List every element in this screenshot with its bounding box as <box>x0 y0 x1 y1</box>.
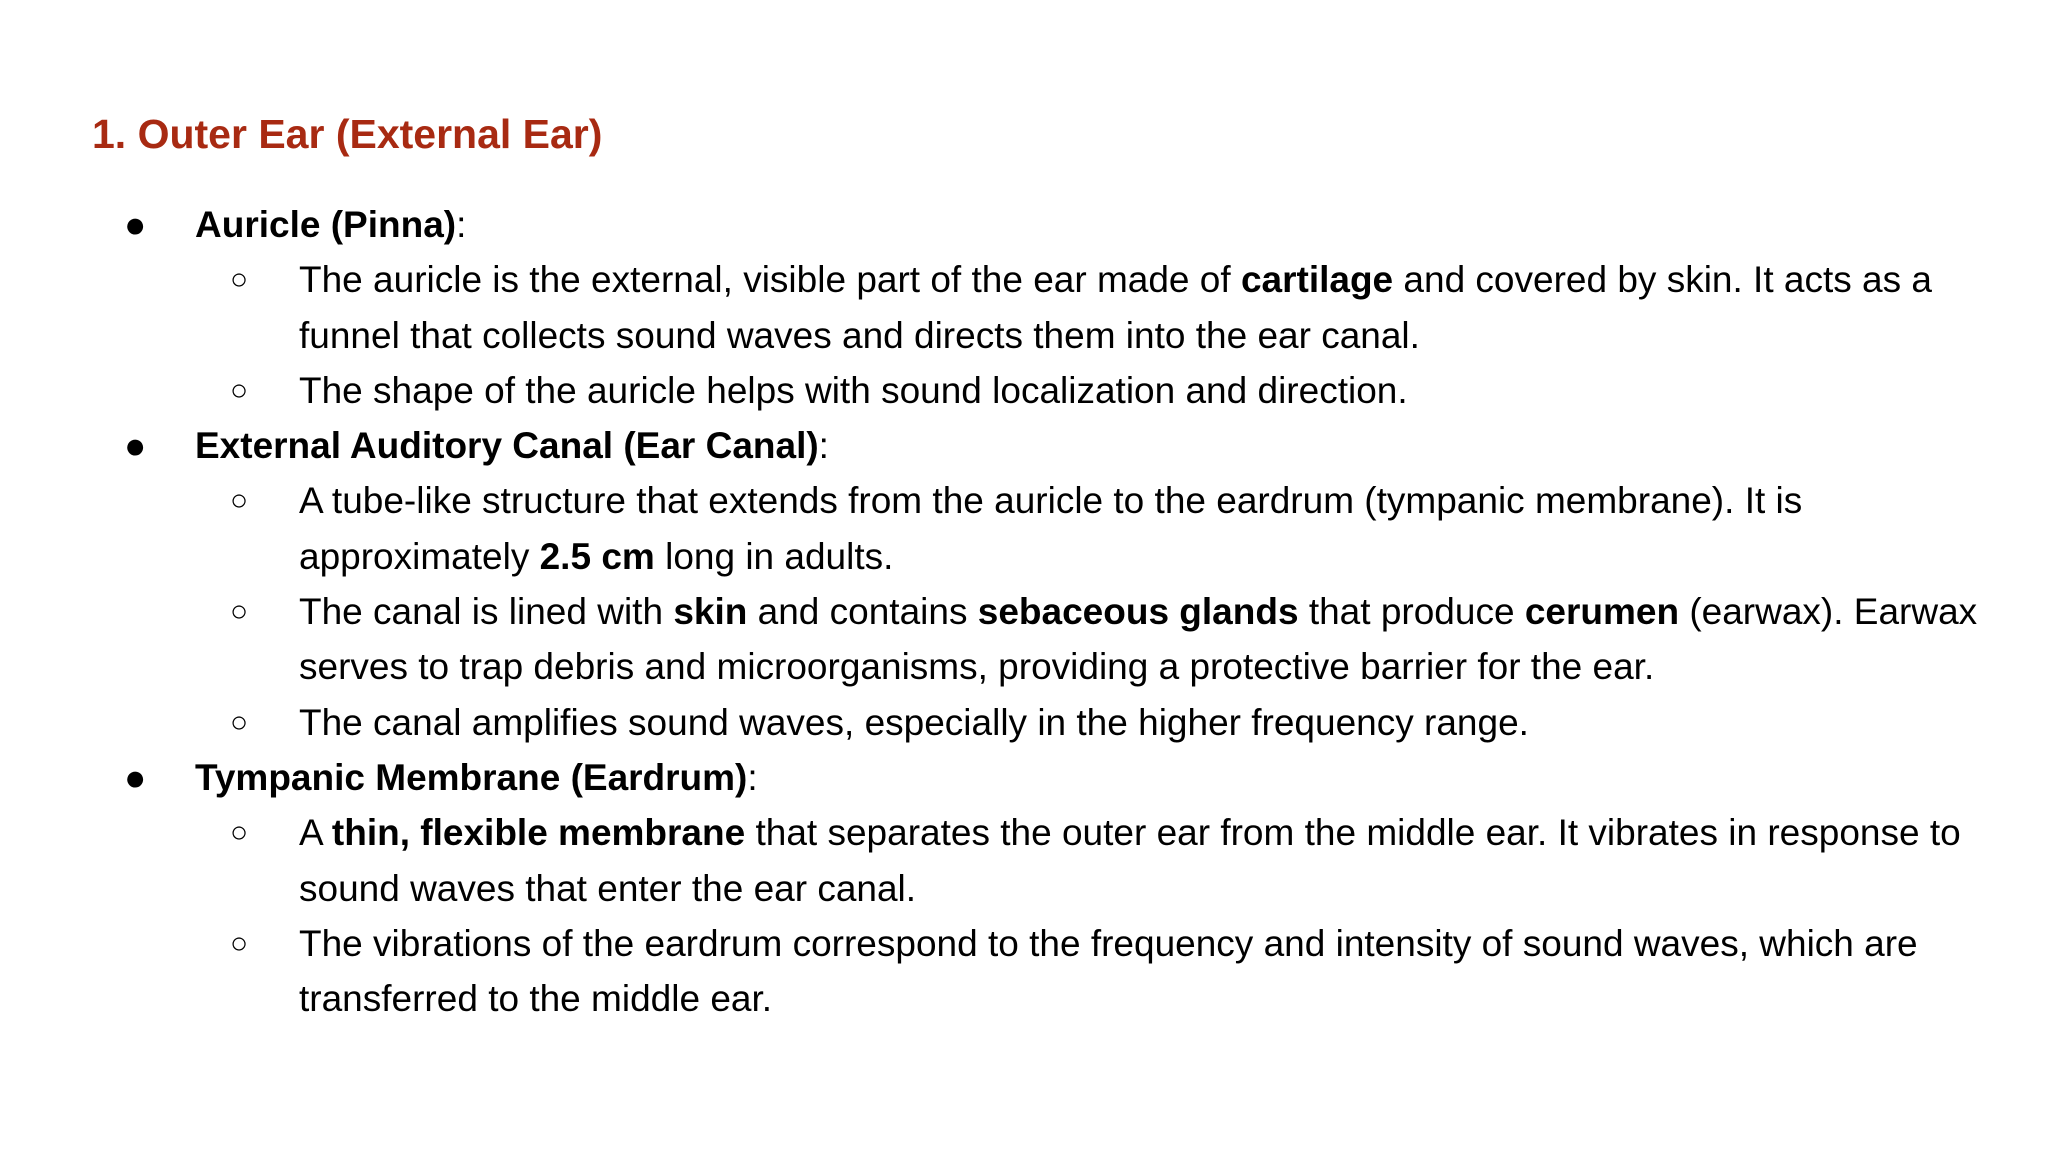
list-item-title <box>195 418 2048 473</box>
list-item-auricle <box>0 197 2048 418</box>
bold-term: skin <box>673 591 748 633</box>
text-run: and covered by skin. It acts as a funnel that collects sound waves and directs them into the ear canal. <box>299 259 1932 356</box>
list-item-title <box>195 197 2048 252</box>
hollow-bullet-icon: ○ <box>229 373 249 407</box>
text-run: (earwax). Earwax serves to trap debris and microorganisms, providing a protective barrier for the ear. <box>299 591 1978 688</box>
text-run: A tube-like structure that extends from the auricle to the eardrum (tympanic membrane). It is approximately <box>299 480 1803 577</box>
hollow-bullet-icon: ○ <box>229 484 249 518</box>
sub-item-text <box>299 480 1802 576</box>
outline-list <box>0 197 2048 1026</box>
text-run: The auricle is the external, visible part of the ear made of <box>299 259 1241 301</box>
filled-bullet-icon: ● <box>124 756 147 798</box>
bold-term: 2.5 cm <box>539 535 655 577</box>
bold-term: cartilage <box>1240 259 1394 301</box>
sub-item-text <box>299 812 1961 908</box>
hollow-bullet-icon: ○ <box>229 263 249 297</box>
bold-term: thin, flexible membrane <box>331 812 746 854</box>
title-suffix: : <box>747 756 758 798</box>
list-item-tympanic-membrane <box>0 750 2048 1026</box>
bold-term: cerumen <box>1524 591 1680 633</box>
list-item-ear-canal <box>0 418 2048 750</box>
hollow-bullet-icon: ○ <box>229 595 249 629</box>
title-suffix: : <box>818 425 829 467</box>
filled-bullet-icon: ● <box>124 204 147 245</box>
sub-item-text <box>299 702 1529 743</box>
text-run: The canal is lined with <box>299 591 674 633</box>
term-title: Auricle (Pinna) <box>195 204 457 245</box>
section-heading: 1. Outer Ear (External Ear) <box>92 111 603 157</box>
sub-list <box>195 252 2048 418</box>
text-run: A <box>299 812 332 854</box>
sub-list-item <box>0 363 2048 418</box>
title-suffix: : <box>456 204 467 245</box>
sub-list-item <box>0 473 2048 584</box>
sub-list-item <box>0 805 2048 916</box>
text-run: The shape of the auricle helps with sound localization and direction. <box>299 369 1408 411</box>
sub-list-item <box>0 252 2048 363</box>
text-run: and contains <box>747 591 978 633</box>
sub-item-text <box>299 591 1977 687</box>
sub-list <box>195 805 2048 1026</box>
sub-list-item <box>0 695 2048 750</box>
term-title: External Auditory Canal (Ear Canal) <box>195 425 819 467</box>
filled-bullet-icon: ● <box>124 425 147 467</box>
hollow-bullet-icon: ○ <box>229 705 249 739</box>
text-run: that produce <box>1298 591 1525 633</box>
hollow-bullet-icon: ○ <box>229 816 249 850</box>
term-title: Tympanic Membrane (Eardrum) <box>195 756 748 798</box>
text-run: The vibrations of the eardrum correspond to the frequency and intensity of sound waves, which are transferred to the middle ear. <box>299 922 1918 1020</box>
list-item-title <box>195 750 2048 805</box>
bold-term: sebaceous glands <box>977 591 1299 633</box>
sub-item-text <box>299 259 1932 355</box>
sub-list <box>195 473 2048 749</box>
sub-list-item <box>0 916 2048 1027</box>
hollow-bullet-icon: ○ <box>229 926 249 960</box>
text-run: long in adults. <box>654 535 894 577</box>
sub-item-text <box>299 923 1918 1019</box>
sub-list-item <box>0 584 2048 695</box>
text-run: that separates the outer ear from the middle ear. It vibrates in response to sound waves that enter the ear canal. <box>299 812 1961 909</box>
text-run: The canal amplifies sound waves, especially in the higher frequency range. <box>299 701 1529 743</box>
sub-item-text <box>299 370 1408 411</box>
